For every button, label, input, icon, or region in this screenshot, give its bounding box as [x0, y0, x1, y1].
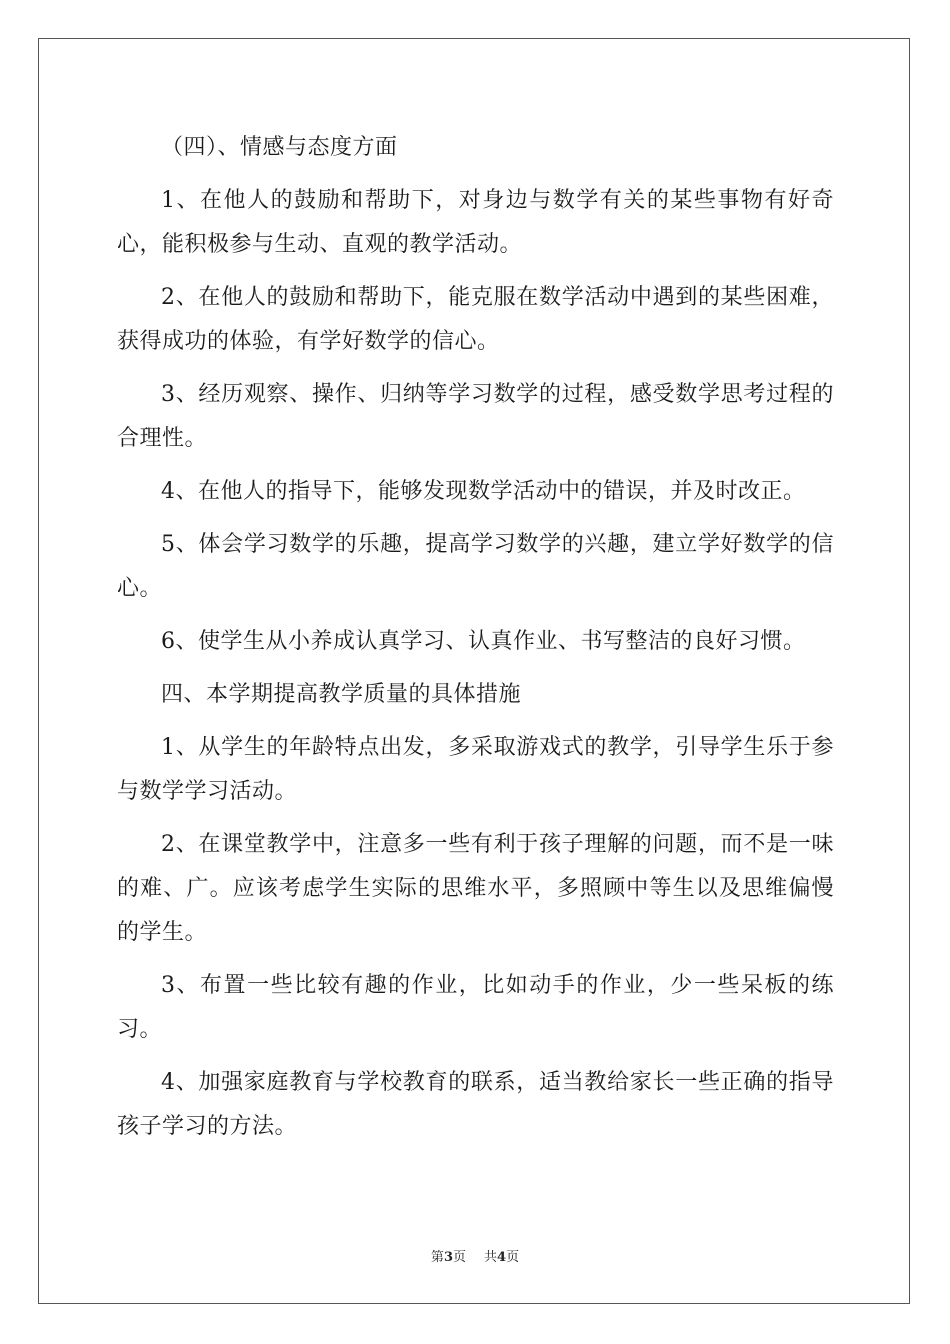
- document-body: [117, 126, 834, 1158]
- total-label-suffix: 页: [506, 1250, 520, 1265]
- total-label-prefix: 共: [484, 1250, 498, 1265]
- paragraph-measure-1: 1、从学生的年龄特点出发，多采取游戏式的教学，引导学生乐于参与数学学习活动。: [117, 735, 834, 804]
- paragraph-measure-2: 2、在课堂教学中，注意多一些有利于孩子理解的问题，而不是一味的难、广。应该考虑学生实际的思维水平，多照顾中等生以及思维偏慢的学生。: [117, 832, 834, 945]
- page-footer: [0, 1246, 950, 1265]
- paragraph-measure-3: 3、布置一些比较有趣的作业，比如动手的作业，少一些呆板的练习。: [117, 973, 834, 1042]
- paragraph-attitude-2: 2、在他人的鼓励和帮助下，能克服在数学活动中遇到的某些困难，获得成功的体验，有学好数学的信心。: [117, 285, 834, 354]
- page-label-prefix: 第: [430, 1250, 444, 1265]
- paragraph-attitude-4: 4、在他人的指导下，能够发现数学活动中的错误，并及时改正。: [161, 479, 806, 504]
- page-label-suffix: 页: [452, 1250, 466, 1265]
- paragraph-attitude-6: 6、使学生从小养成认真学习、认真作业、书写整洁的良好习惯。: [161, 629, 806, 654]
- section-heading-measures: 四、本学期提高教学质量的具体措施: [161, 682, 522, 707]
- section-heading-attitude: （四）、情感与态度方面: [161, 135, 398, 160]
- paragraph-attitude-5: 5、体会学习数学的乐趣，提高学习数学的兴趣，建立学好数学的信心。: [117, 532, 834, 601]
- paragraph-measure-4: 4、加强家庭教育与学校教育的联系，适当教给家长一些正确的指导孩子学习的方法。: [117, 1070, 834, 1139]
- paragraph-attitude-1: 1、在他人的鼓励和帮助下，对身边与数学有关的某些事物有好奇心，能积极参与生动、直观的教学活动。: [117, 188, 834, 257]
- paragraph-attitude-3: 3、经历观察、操作、归纳等学习数学的过程，感受数学思考过程的合理性。: [117, 382, 834, 451]
- total-pages: 4: [497, 1250, 507, 1265]
- page-number: 3: [443, 1250, 453, 1265]
